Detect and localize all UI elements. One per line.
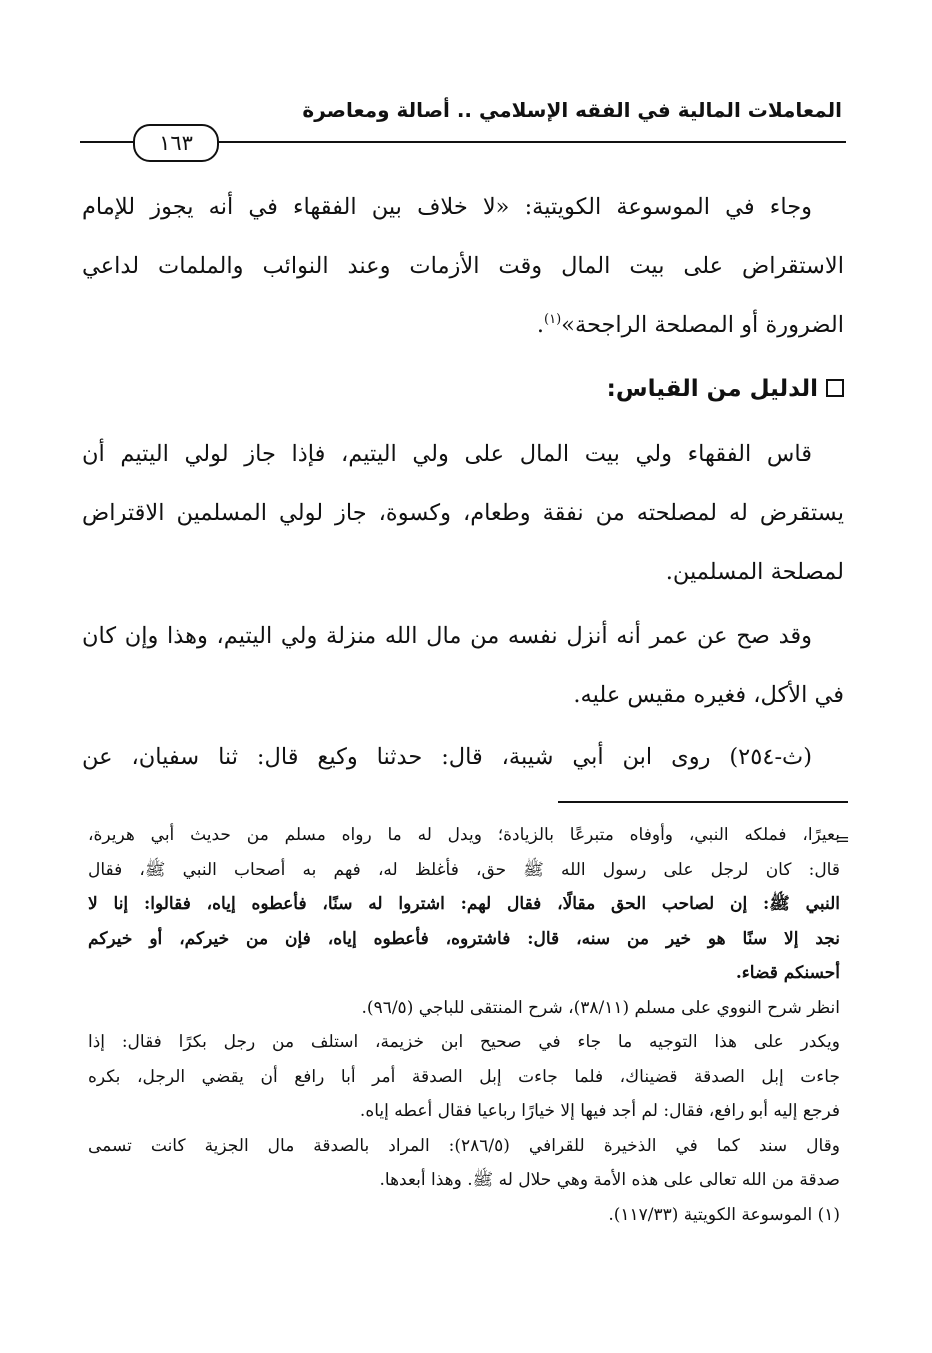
running-header-title: المعاملات المالية في الفقه الإسلامي .. أصالة ومعاصرة	[302, 98, 842, 122]
text-line: لمصلحة المسلمين.	[665, 559, 844, 585]
footnote-continuation-mark: =	[834, 829, 850, 850]
paragraph-ibn-abi-shaybah	[82, 728, 844, 787]
checkbox-bullet-icon	[826, 379, 844, 397]
paragraph-kuwaiti-encyclopedia	[82, 178, 844, 355]
text-line: (ث-٢٥٤) روى ابن أبي شيبة، قال: حدثنا وكيع قال: ثنا سفيان، عن	[82, 744, 812, 770]
footnote-line: وقال سند كما في الذخيرة للقرافي (٢٨٦/٥): المراد بالصدقة مال الجزية كانت تسمى	[88, 1135, 840, 1156]
footnote-line-hadith: النبي ﷺ: إن لصاحب الحق مقالًا، فقال لهم: اشتروا له سنًا، فأعطوه إياه، فقالوا: إنا لا	[88, 894, 840, 914]
paragraph-umar	[82, 607, 844, 725]
text-line: الاستقراض على بيت المال وقت الأزمات وعند النوائب والملمات لداعي	[82, 253, 844, 279]
footnote-line: صدقة من الله تعالى على هذه الأمة وهي حلال له ﷺ. وهذا أبعدها.	[379, 1170, 840, 1190]
section-heading	[82, 363, 844, 415]
text-line-with-footnote	[82, 296, 844, 355]
footnote-1: (١) الموسوعة الكويتية (١١٧/٣٣).	[608, 1204, 840, 1225]
text-line: في الأكل، فغيره مقيس عليه.	[573, 682, 844, 708]
footnote-line: انظر شرح النووي على مسلم (٣٨/١١)، شرح المنتقى للباجي (٩٦/٥).	[361, 997, 840, 1018]
section-heading-text: الدليل من القياس:	[606, 376, 818, 402]
paragraph-analogy	[82, 425, 844, 602]
text-line: وجاء في الموسوعة الكويتية: «لا خلاف بين الفقهاء في أنه يجوز للإمام	[82, 194, 812, 220]
text-line: يستقرض له لمصلحته من نفقة وطعام، وكسوة، جاز لولي المسلمين الاقتراض	[82, 500, 844, 526]
footnote-line: قال: كان لرجل على رسول الله ﷺ حق، فأغلظ له، فهم به أصحاب النبي ﷺ، فقال	[88, 859, 840, 880]
page-number: ١٦٣	[133, 124, 219, 162]
footnote-line: فرجع إليه أبو رافع، فقال: لم أجد فيها إلا خيارًا رباعيا فقال أعطه إياه.	[359, 1101, 840, 1121]
period: .	[536, 312, 545, 338]
footnote-line: بعيرًا، فملكه النبي، وأوفاه متبرعًا بالزيادة؛ ويدل له ما رواه مسلم من حديث أبي هريرة،	[88, 825, 840, 845]
footnotes-block	[88, 818, 840, 1232]
text-line: الضرورة أو المصلحة الراجحة»	[561, 312, 844, 338]
text-line: وقد صح عن عمر أنه أنزل نفسه من مال الله منزلة ولي اليتيم، وهذا وإن كان	[82, 623, 812, 649]
footnote-line: ويكدر على هذا التوجيه ما جاء في صحيح ابن خزيمة، استلف من رجل بكرًا فقال: إذا	[88, 1032, 840, 1052]
footnote-divider	[558, 801, 848, 803]
footnote-line-hadith: نجد إلا سنًا هو خير من سنه، قال: فاشتروه، فأعطوه إياه، فإن من خيركم، أو خيركم	[88, 928, 840, 949]
footnote-line: جاءت إبل الصدقة قضيناك، فلما جاءت إبل الصدقة أمر أبا رافع أن يقضي الرجل، بكره	[88, 1066, 840, 1087]
text-line: قاس الفقهاء ولي بيت المال على ولي اليتيم، فإذا جاز لولي اليتيم أن	[82, 441, 812, 467]
footnote-line-hadith: أحسنكم قضاء.	[735, 963, 840, 983]
footnote-reference: (١)	[544, 312, 562, 327]
